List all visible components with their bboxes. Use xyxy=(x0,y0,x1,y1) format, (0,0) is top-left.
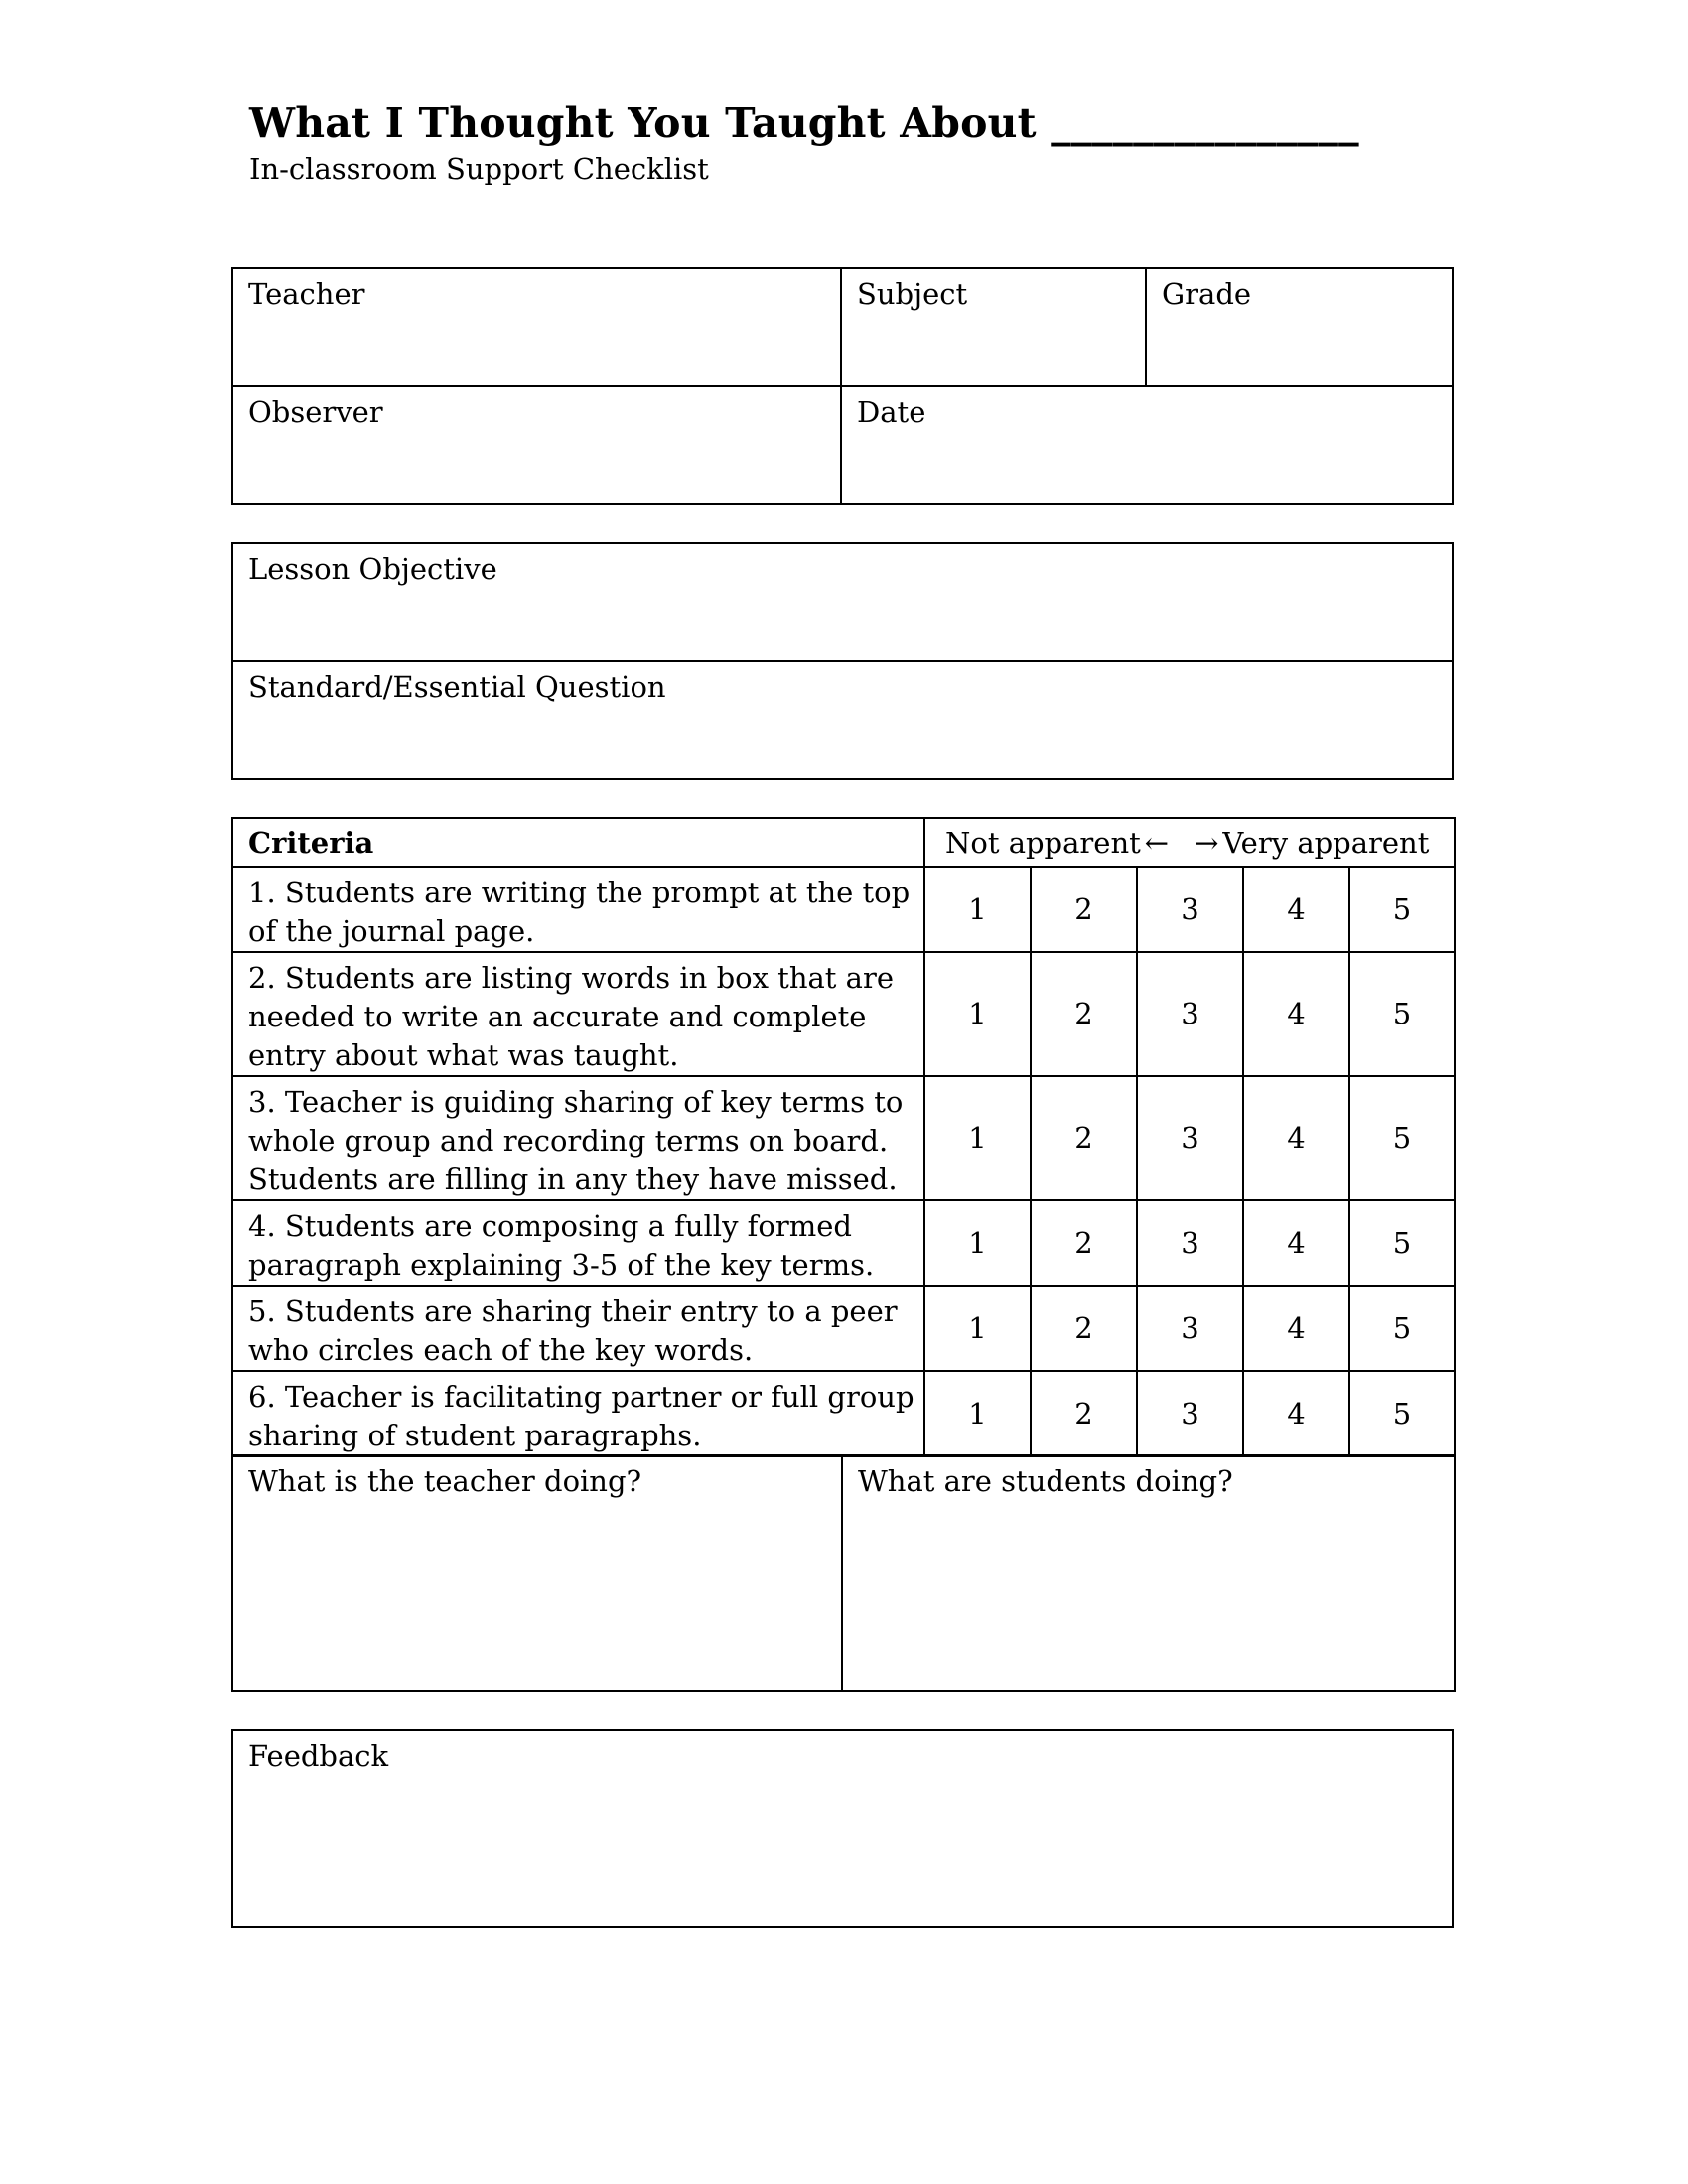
teacher-doing-field[interactable] xyxy=(232,1455,842,1691)
rating-option-3[interactable]: 3 xyxy=(1137,952,1243,1076)
rating-option-3[interactable]: 3 xyxy=(1137,1200,1243,1286)
feedback-field[interactable] xyxy=(232,1730,1453,1927)
criteria-text: 6. Teacher is facilitating partner or full group sharing of student paragraphs. xyxy=(232,1371,924,1456)
rating-option-3[interactable]: 3 xyxy=(1137,1076,1243,1200)
rating-option-5[interactable]: 5 xyxy=(1349,952,1455,1076)
teacher-field[interactable] xyxy=(232,268,841,386)
rating-option-1[interactable]: 1 xyxy=(924,867,1031,952)
criteria-table xyxy=(231,817,1456,1457)
lesson-table xyxy=(231,542,1454,780)
standard-question-label: Standard/Essential Question xyxy=(248,670,666,704)
rating-option-1[interactable]: 1 xyxy=(924,1371,1031,1456)
criteria-row xyxy=(232,1076,1455,1200)
rating-option-1[interactable]: 1 xyxy=(924,1076,1031,1200)
scale-header xyxy=(924,818,1455,867)
observer-field[interactable] xyxy=(232,386,841,504)
rating-option-4[interactable]: 4 xyxy=(1243,1200,1349,1286)
criteria-text: 2. Students are listing words in box that are needed to write an accurate and complete entry about what was taught. xyxy=(232,952,924,1076)
observation-table xyxy=(231,1454,1456,1692)
arrow-right-icon: → xyxy=(1195,825,1219,860)
rating-option-2[interactable]: 2 xyxy=(1031,1371,1137,1456)
lesson-objective-field[interactable] xyxy=(232,543,1453,661)
teacher-label: Teacher xyxy=(248,277,365,311)
rating-option-2[interactable]: 2 xyxy=(1031,1200,1137,1286)
observer-label: Observer xyxy=(248,395,383,429)
rating-option-2[interactable]: 2 xyxy=(1031,1076,1137,1200)
criteria-text: 1. Students are writing the prompt at the top of the journal page. xyxy=(232,867,924,952)
rating-option-4[interactable]: 4 xyxy=(1243,867,1349,952)
students-doing-label: What are students doing? xyxy=(858,1464,1233,1498)
rating-option-4[interactable]: 4 xyxy=(1243,1286,1349,1371)
subject-label: Subject xyxy=(857,277,968,311)
rating-option-4[interactable]: 4 xyxy=(1243,1371,1349,1456)
page-subtitle: In-classroom Support Checklist xyxy=(249,152,709,186)
rating-option-5[interactable]: 5 xyxy=(1349,1076,1455,1200)
rating-option-3[interactable]: 3 xyxy=(1137,1286,1243,1371)
grade-field[interactable] xyxy=(1146,268,1453,386)
rating-option-4[interactable]: 4 xyxy=(1243,952,1349,1076)
criteria-text: 4. Students are composing a fully formed paragraph explaining 3-5 of the key terms. xyxy=(232,1200,924,1286)
page-title: What I Thought You Taught About _______________ xyxy=(249,99,1359,147)
criteria-header: Criteria xyxy=(232,818,924,867)
rating-option-3[interactable]: 3 xyxy=(1137,867,1243,952)
rating-option-2[interactable]: 2 xyxy=(1031,867,1137,952)
scale-left-label: Not apparent xyxy=(945,825,1141,860)
feedback-label: Feedback xyxy=(248,1739,389,1773)
scale-right-label: Very apparent xyxy=(1222,825,1430,860)
criteria-row xyxy=(232,1200,1455,1286)
grade-label: Grade xyxy=(1162,277,1252,311)
lesson-objective-label: Lesson Objective xyxy=(248,552,497,586)
students-doing-field[interactable] xyxy=(842,1455,1455,1691)
criteria-text: 5. Students are sharing their entry to a peer who circles each of the key words. xyxy=(232,1286,924,1371)
rating-option-1[interactable]: 1 xyxy=(924,952,1031,1076)
criteria-text: 3. Teacher is guiding sharing of key terms to whole group and recording terms on board. Students are filling in any they have missed. xyxy=(232,1076,924,1200)
teacher-doing-label: What is the teacher doing? xyxy=(248,1464,642,1498)
rating-option-5[interactable]: 5 xyxy=(1349,1200,1455,1286)
rating-option-2[interactable]: 2 xyxy=(1031,952,1137,1076)
criteria-row xyxy=(232,952,1455,1076)
rating-option-1[interactable]: 1 xyxy=(924,1286,1031,1371)
criteria-row xyxy=(232,1286,1455,1371)
rating-option-5[interactable]: 5 xyxy=(1349,867,1455,952)
criteria-row xyxy=(232,1371,1455,1456)
date-field[interactable] xyxy=(841,386,1453,504)
arrow-left-icon: ← xyxy=(1144,825,1170,860)
rating-option-2[interactable]: 2 xyxy=(1031,1286,1137,1371)
standard-question-field[interactable] xyxy=(232,661,1453,779)
info-table xyxy=(231,267,1454,505)
rating-option-5[interactable]: 5 xyxy=(1349,1286,1455,1371)
criteria-row xyxy=(232,867,1455,952)
feedback-table xyxy=(231,1729,1454,1928)
rating-option-4[interactable]: 4 xyxy=(1243,1076,1349,1200)
subject-field[interactable] xyxy=(841,268,1146,386)
rating-option-1[interactable]: 1 xyxy=(924,1200,1031,1286)
rating-option-5[interactable]: 5 xyxy=(1349,1371,1455,1456)
rating-option-3[interactable]: 3 xyxy=(1137,1371,1243,1456)
date-label: Date xyxy=(857,395,926,429)
